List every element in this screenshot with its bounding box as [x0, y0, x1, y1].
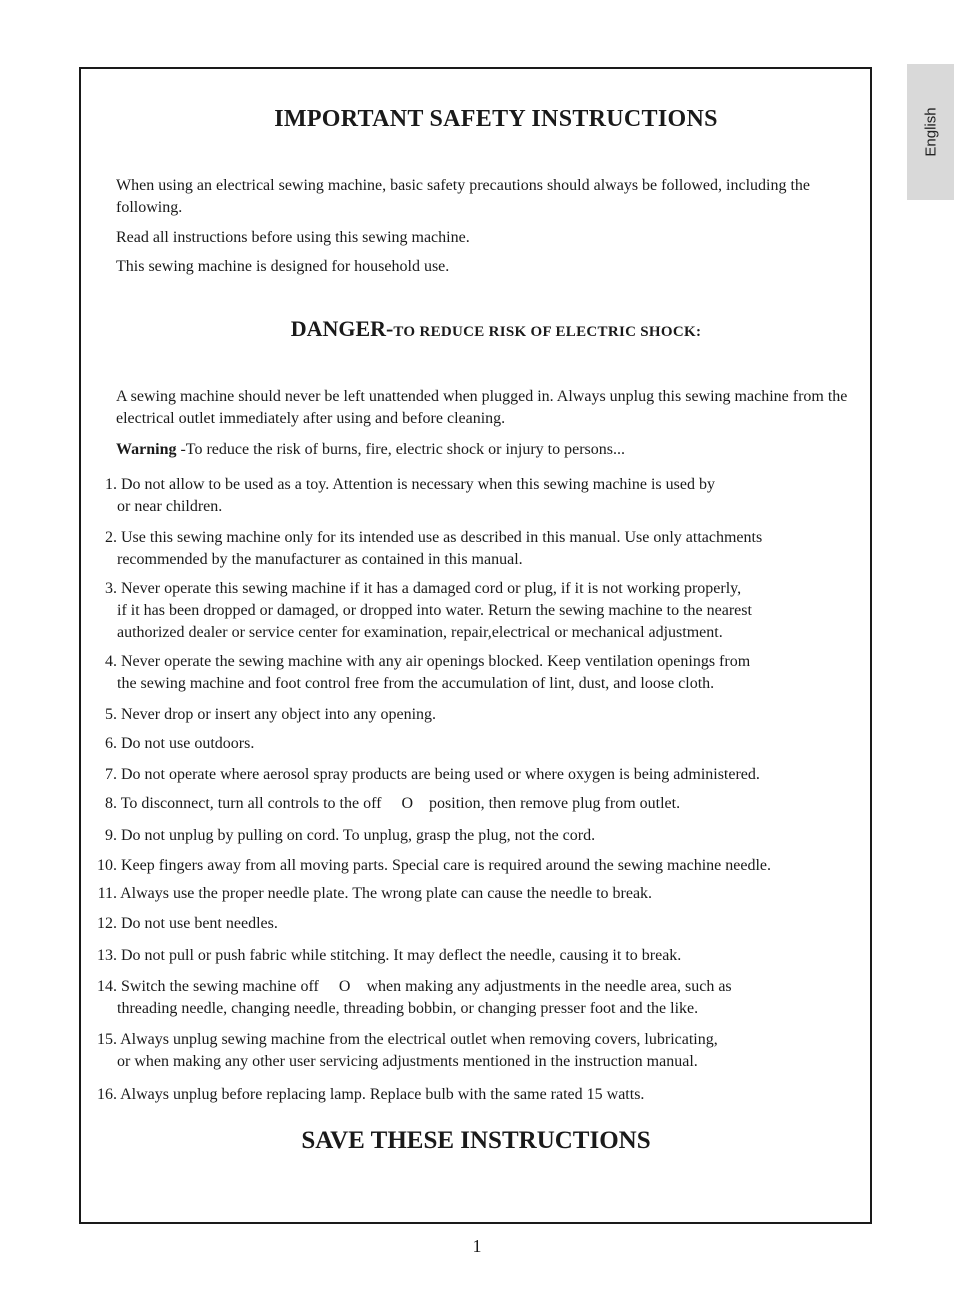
item-number: 14. — [97, 978, 117, 995]
list-item — [90, 825, 860, 847]
intro-paragraph-2: Read all instructions before using this sewing machine. — [116, 229, 470, 246]
list-item — [90, 578, 860, 644]
item-text: Never operate this sewing machine if it has a damaged cord or plug, if it is not working properly, — [121, 580, 742, 597]
list-item — [90, 793, 860, 815]
item-number: 1. — [105, 476, 117, 493]
item-text-continued: recommended by the manufacturer as contained in this manual. — [117, 551, 523, 568]
item-text: Use this sewing machine only for its intended use as described in this manual. Use only attachments — [121, 529, 763, 546]
intro-paragraph-3: This sewing machine is designed for household use. — [116, 258, 450, 275]
item-text-continued: authorized dealer or service center for examination, repair,electrical or mechanical adjustment. — [117, 624, 723, 641]
intro-paragraph-1: When using an electrical sewing machine, basic safety precautions should always be followed, including the following. — [116, 177, 811, 216]
language-tab — [907, 64, 954, 200]
item-text: Do not allow to be used as a toy. Attention is necessary when this sewing machine is used by — [121, 476, 715, 493]
list-item — [90, 733, 860, 755]
item-number: 11. — [97, 885, 117, 902]
danger-heading — [80, 316, 912, 342]
item-text: Do not unplug by pulling on cord. To unplug, grasp the plug, not the cord. — [121, 827, 596, 844]
item-text-continued: or near children. — [117, 498, 223, 515]
item-number: 5. — [105, 706, 117, 723]
item-text: To disconnect, turn all controls to the off O position, then remove plug from outlet. — [120, 795, 681, 812]
list-item — [90, 651, 860, 695]
item-number: 2. — [105, 529, 117, 546]
list-item — [90, 913, 860, 935]
item-number: 10. — [97, 857, 117, 874]
list-item — [90, 704, 860, 726]
item-text: Switch the sewing machine off O when making any adjustments in the needle area, such as — [121, 978, 732, 995]
item-text: Do not pull or push fabric while stitching. It may deflect the needle, causing it to break. — [121, 947, 682, 964]
list-item — [90, 883, 860, 905]
list-item — [90, 527, 860, 571]
item-text: Do not operate where aerosol spray products are being used or where oxygen is being administered. — [121, 766, 760, 783]
list-item — [90, 474, 860, 518]
list-item — [90, 1029, 860, 1073]
item-text: Always unplug before replacing lamp. Replace bulb with the same rated 15 watts. — [120, 1086, 645, 1103]
warning-line — [116, 439, 866, 461]
list-item — [90, 945, 860, 967]
danger-paragraph: A sewing machine should never be left unattended when plugged in. Always unplug this sewing machine from the electrical outlet immediately after using and before cleaning. — [116, 388, 848, 427]
item-number: 4. — [105, 653, 117, 670]
item-number: 7. — [105, 766, 117, 783]
item-text: Do not use outdoors. — [121, 735, 255, 752]
item-number: 15. — [97, 1031, 117, 1048]
warning-text: -To reduce the risk of burns, fire, electric shock or injury to persons... — [176, 441, 625, 458]
save-instructions-heading: SAVE THESE INSTRUCTIONS — [301, 1127, 651, 1154]
item-number: 13. — [97, 947, 117, 964]
item-number: 12. — [97, 915, 117, 932]
item-text: Never drop or insert any object into any opening. — [121, 706, 437, 723]
item-text-continued: or when making any other user servicing adjustments mentioned in the instruction manual. — [117, 1053, 698, 1070]
item-number: 6. — [105, 735, 117, 752]
item-text: Never operate the sewing machine with any air openings blocked. Keep ventilation openings from — [121, 653, 751, 670]
list-item — [90, 855, 860, 877]
item-number: 16. — [97, 1086, 117, 1103]
page-number: 1 — [472, 1236, 482, 1256]
list-item — [90, 976, 860, 1020]
list-item — [90, 764, 860, 786]
item-text-continued: if it has been dropped or damaged, or dropped into water. Return the sewing machine to the nearest — [117, 602, 752, 619]
item-number: 8. — [105, 795, 117, 812]
danger-subheading: TO REDUCE RISK OF ELECTRIC SHOCK: — [393, 324, 702, 340]
item-text: Always use the proper needle plate. The wrong plate can cause the needle to break. — [120, 885, 653, 902]
item-text-continued: threading needle, changing needle, threading bobbin, or changing presser foot and the like. — [117, 1000, 699, 1017]
item-text-continued: the sewing machine and foot control free from the accumulation of lint, dust, and loose cloth. — [117, 675, 715, 692]
item-text: Always unplug sewing machine from the electrical outlet when removing covers, lubricating, — [120, 1031, 718, 1048]
danger-prefix: DANGER- — [290, 316, 394, 341]
item-number: 9. — [105, 827, 117, 844]
list-item — [90, 1084, 860, 1106]
item-text: Keep fingers away from all moving parts. Special care is required around the sewing machine needle. — [121, 857, 771, 874]
warning-label: Warning — [116, 441, 177, 458]
language-tab-label: English — [922, 107, 939, 157]
item-text: Do not use bent needles. — [121, 915, 278, 932]
item-number: 3. — [105, 580, 117, 597]
page-title: IMPORTANT SAFETY INSTRUCTIONS — [274, 106, 718, 132]
